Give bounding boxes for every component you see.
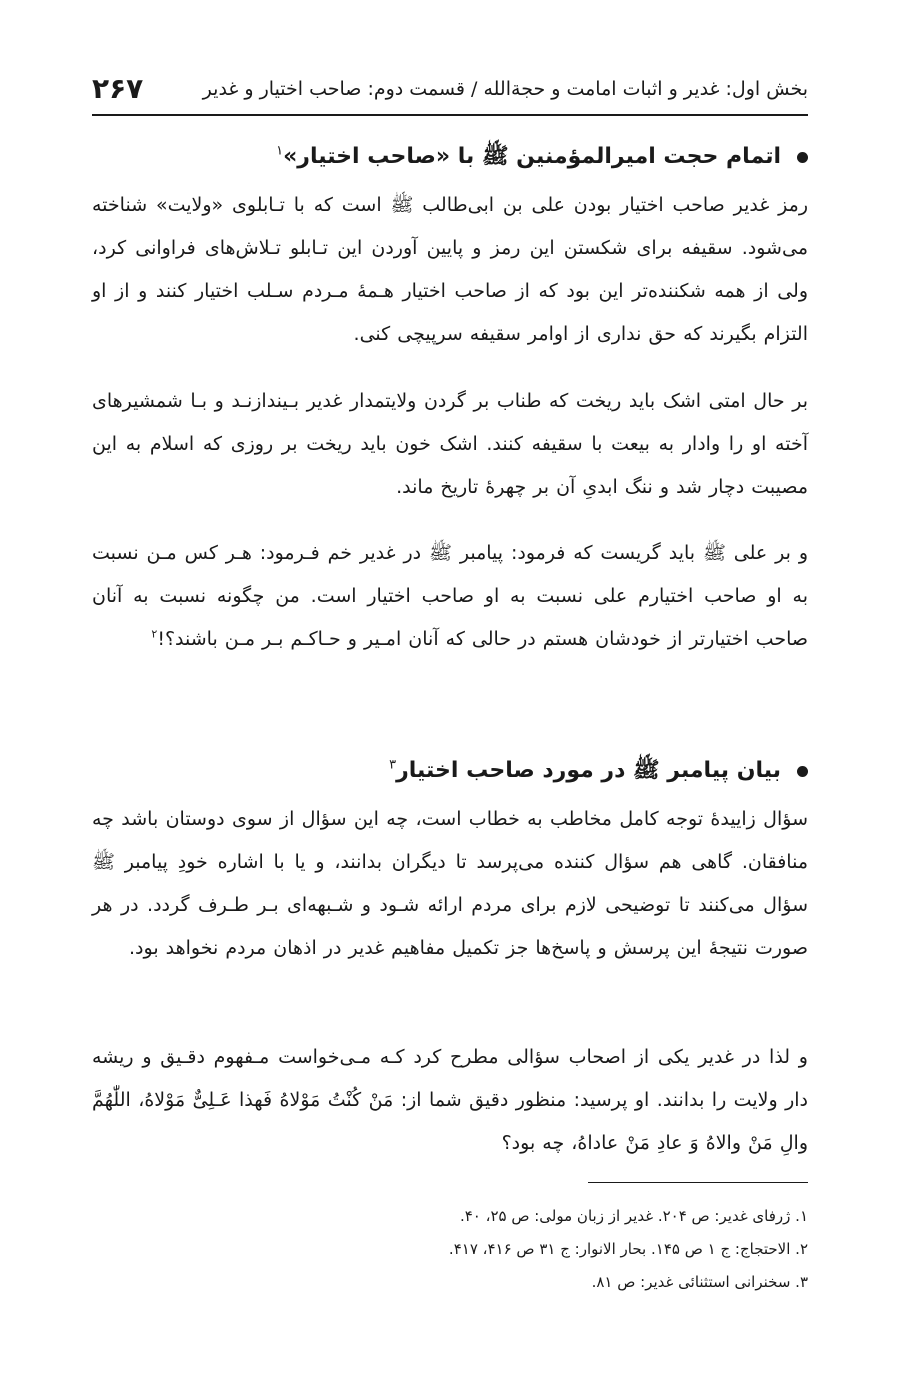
- section2-heading: [389, 756, 808, 788]
- section1-paragraph-2: بر حال امتی اشک باید ریخت که طناب بر گردن ولایتمدار غدیر بـیندازنـد و بـا شمشیرهای آخته او را وادار به بیعت با سقیفه کنند. اشک خون باید ریخت بر روزی که اسلام به این مصیبت دچار شد و ننگ ابدیِ آن بر چهرهٔ تاریخ ماند.: [92, 390, 808, 498]
- footnote-2: ۲. الاحتجاج: ج ۱ ص ۱۴۵. بحار الانوار: ج ۳۱ ص ۴۱۶، ۴۱۷.: [448, 1240, 808, 1258]
- section1-paragraph-3-text: و بر علی ﷺ باید گریست که فرمود: پیامبر ﷺ در غدیر خم فـرمود: هـر کس مـن نسبت به او صاحب اختیارم علی نسبت به او صاحب اختیار است. من چگونه نسبت به آنان صاحب اختیارتر از خودشان هستم در حالی که آنان امـیر و حـاکـم بـر مـن باشند؟!: [92, 542, 808, 650]
- footnotes: [92, 1200, 808, 1299]
- section1-heading: [276, 142, 808, 174]
- section2-heading-text: بیان پیامبر ﷺ در مورد صاحب اختیار: [396, 758, 781, 783]
- section2-paragraph-2: و لذا در غدیر یکی از اصحاب سؤالی مطرح کرد کـه مـی‌خواست مـفهوم دقـیق و ریشه دار ولایت را بدانند. او پرسید: منظور دقیق شما از: مَنْ کُنْتُ مَوْلاهُ فَهذا عَـلِیٌّ مَوْلاهُ، اللّٰهُمَّ والِ مَنْ والاهُ وَ عادِ مَنْ عاداهُ، چه بود؟: [92, 1046, 808, 1154]
- footnote-ref-3: ۳: [389, 757, 397, 773]
- section1-heading-text: اتمام حجت امیرالمؤمنین ﷺ با «صاحب اختیار»: [283, 144, 781, 169]
- book-page: [92, 0, 808, 1390]
- page-number: ۲۶۷: [92, 72, 144, 105]
- bullet-icon: [797, 766, 808, 777]
- section2-paragraph-1: سؤال زاییدهٔ توجه کامل مخاطب به خطاب است، چه این سؤال از سوی دوستان باشد چه منافقان. گاهی هم سؤال کننده می‌پرسد تا دیگران بدانند، و یا با اشاره خودِ پیامبر ﷺ سؤال می‌کنند تا توضیحی لازم برای مردم ارائه شـود و شـبهه‌ای بـر طـرف گردد. در هر صورت نتیجهٔ این پرسش و پاسخ‌ها جز تکمیل مفاهیم غدیر در اذهان مردم نخواهد بود.: [92, 808, 808, 959]
- footnote-1: ۱. ژرفای غدیر: ص ۲۰۴. غدیر از زبان مولی: ص ۲۵، ۴۰.: [459, 1207, 808, 1225]
- section1-paragraph-3: [92, 532, 808, 661]
- footnote-ref-1: ۱: [276, 143, 284, 159]
- footnote-3: ۳. سخنرانی استثنائی غدیر: ص ۸۱.: [591, 1273, 808, 1291]
- header-title: بخش اول: غدیر و اثبات امامت و حجةالله / قسمت دوم: صاحب اختیار و غدیر: [202, 78, 808, 100]
- footnote-ref-2: ۲: [151, 627, 158, 641]
- running-header: [92, 70, 808, 116]
- bullet-icon: [797, 152, 808, 163]
- footnote-divider: [588, 1182, 808, 1183]
- section1-paragraph-1: رمز غدیر صاحب اختیار بودن علی بن ابی‌طالب ﷺ است که با تـابلوی «ولایت» شناخته می‌شود. سقیفه برای شکستن این رمز و پایین آوردن این تـابلو تـلاش‌های فراوانی کرد، ولی از همه شکننده‌تر این بود که از صاحب اختیار هـمهٔ مـردم سـلب اختیار کنند و از او التزام بگیرند که حق نداری از اوامر سقیفه سرپیچی کنی.: [92, 194, 808, 345]
